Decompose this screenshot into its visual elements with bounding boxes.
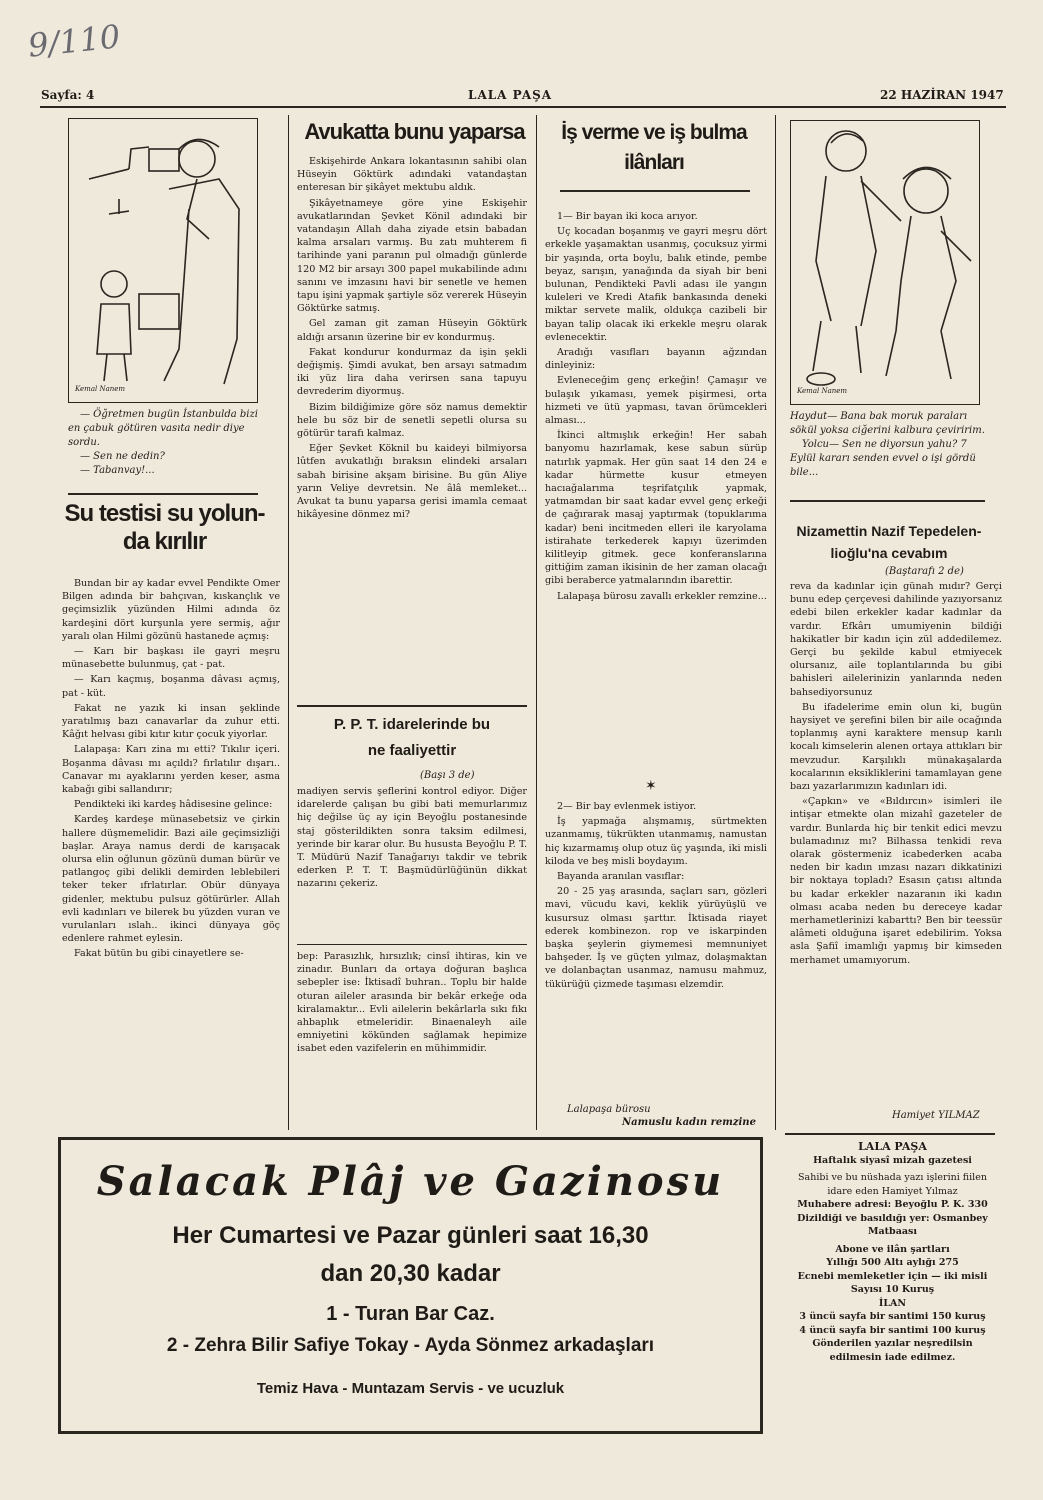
nizamettin-subtitle: (Baştarafı 2 de) [885, 566, 964, 577]
paragraph: Aradığı vasıfları bayanın ağzından dinleyiniz: [545, 347, 767, 372]
imprint-box [785, 1140, 1000, 1364]
paragraph: Uç kocadan boşanmış ve gayri meşru dört erkekle yaşamaktan usanmış, çocuksuz yirmi bir yaşında, orta boylu, balık etinde, pembe beyaz, sarışın, yanağında da siyah bir beni bulunan, Pendikteki Pavli adası ile yangın kuleleri ve Kredi Atafik bankasında deneki miktar servete malik, oldukça cazibeli bir bayan talip olacak iki erkekle meşru olarak evlenecektir. [545, 226, 767, 343]
imprint-ilan: 3 üncü sayfa bir santimi 150 kuruş [799, 1311, 986, 1322]
imprint-note: Gönderilen yazılar neşredilsin edilmesin iade edilmez. [812, 1338, 973, 1363]
handwritten-note: 9/110 [26, 17, 122, 65]
masthead: LALA PAŞA [468, 88, 553, 102]
ptt-subtitle: (Başı 3 de) [420, 770, 475, 781]
paragraph: — Karı kaçmış, boşanma dâvası açmış, pat - küt. [62, 674, 280, 699]
page-number: Sayfa: 4 [41, 88, 95, 102]
paragraph: 2— Bir bay evlenmek istiyor. [557, 801, 697, 812]
paragraph: Bu ifadelerime emin olun ki, bugün haysiyet ve şerefini bilen bir aile ocağında toplanmış ayni karaktere mensup karılı kocalı kimselerin alenen ortaya attıkları bir mevzudur. Karşılıklı münakaşalarda kocalarının eksikliklerini tamamlayan gene bazı yazarlarımızın kadınları idi. [790, 701, 1002, 793]
paragraph: 20 - 25 yaş arasında, saçları sarı, gözleri mavi, vücudu kavi, keklik yürüyüşlü ve kusursuz olması şarttır. İktisada riayet ederek kombinezon. rop ve iskarpinden başka şeylerin giymemesi memnuniyet bahşeder. İş ve güçten yılmaz, dolaşmaktan ve dolanbaçtan usanmaz, namusu mahmuz, tükürüğü çizmede taşıması elzemdir. [545, 886, 767, 990]
paragraph: Bundan bir ay kadar evvel Pendikte Omer Bilgen adında bir bahçıvan, kıskançlık ve geçimsizlik yüzünden Hilmi adında öz kardeşini dört kurşunla yere sermiş, ağır yaralı olan Hilmi gözünü hastanede açmış: [62, 578, 280, 642]
col-rule [536, 115, 537, 1130]
su-testisi-title-line: da kırılır [122, 528, 207, 555]
header-rule [40, 106, 1006, 108]
paragraph: 1— Bir bayan iki koca arıyor. [557, 211, 698, 222]
advert-title: Salacak Plâj ve Gazinosu [96, 1158, 725, 1205]
cartoon-left-caption-line: — Sen ne dedin? [80, 451, 165, 462]
paragraph: madiyen servis şeflerini kontrol ediyor. Diğer idarelerde çalışan bu gibi bati memurlarımız hiç değilse üç ay için Beyoğlu postanesinde staj gösterildikten sonra taksim edilmesi, yerinde bir karar olur. Bu hususta Beyoğlu P. T. T. Müdürü Nazif Tanağarıyı takdir ve tebrik ederken P. T. T. Başmüdürlüğünün dikkat nazarını çekeriz. [297, 786, 527, 890]
su-testisi-title-line: Su testisi su yolun- [64, 500, 265, 527]
imprint-foreign: Ecnebi memleketler için — iki misli [797, 1270, 988, 1282]
imprint-printer: Dizildiği ve basıldığı yer: Osmanbey Matbaası [797, 1212, 988, 1237]
is-verme-title-line: ilânları [624, 151, 684, 174]
paragraph: Lalapaşa bürosu zavallı erkekler remzine... [557, 590, 767, 602]
advert-item: 2 - Zehra Bilir Safiye Tokay - Ayda Sönmez arkadaşları [166, 1335, 655, 1356]
cartoon-right-caption-line: Yolcu— Sen ne diyorsun yahu? 7 Eylül kararı senden evvel o işi gördü bile... [790, 439, 976, 478]
ptt-title [297, 712, 527, 764]
advert-box [58, 1137, 763, 1434]
ptt-title-line: P. P. T. idarelerinde bu [333, 716, 491, 733]
cartoon-right-drawing [791, 121, 978, 403]
imprint-title: LALA PAŞA [858, 1140, 927, 1153]
su-testisi-body [62, 577, 280, 1122]
issue-date: 22 HAZİRAN 1947 [880, 88, 1004, 102]
nizamettin-body [790, 580, 1002, 1108]
is-verme-sign-1: Lalapaşa bürosu [567, 1104, 651, 1115]
paragraph: bep: Parasızlık, hırsızlık; cinsî ihtiras, kin ve zinadır. Bunları da ortaya doğuran başlıca sebepler ise: İktisadî buhran.. Toplu bir halde oturan aileler arasında bir bekâr erkeğe oda kiralamaktır... Evli ailelerin bekârlarla sıkı fıkı ahbaplık etmeleridir. Binaenaleyh aile emniyetini kökünden sağlamak hepimize isabet eden vazifelerin en mühimmidir. [297, 951, 527, 1055]
avukatta-body [297, 155, 527, 700]
section-star: ✶ [645, 778, 657, 794]
paragraph: Şikâyetnameye göre yine Eskişehir avukatlarından Şevket Könil adındaki bir vatandaşın Allah daha ziyade etsin babadan kalma arsaları varmış. Bu zatı muhterem fi tarihinde yani paranın pul olmadığı günlerde 120 M2 bir arsayı 300 papel mukabilinde adını sanını ve imzasını havi bir senetle ve hemen tapu işini yapmak şartiyle söz vererek Hüseyin Göktürke satmış. [297, 197, 527, 315]
paragraph: Fakat bütün bu gibi cinayetlere se- [74, 948, 244, 960]
su-testisi-title [62, 500, 267, 556]
imprint-owner: Sahibi ve bu nüshada yazı işlerini fiilen idare eden Hamiyet Yılmaz [798, 1172, 987, 1197]
cartoon-left [68, 118, 258, 403]
advert-item: 1 - Turan Bar Caz. [326, 1303, 495, 1325]
cartoon-right-signature: Kemal Nanem [797, 387, 848, 395]
paragraph: Eğer Şevket Köknil bu kaideyi bilmiyorsa lûtfen avukatlığı bıraksın elindeki arsaları sabah birisine akşam birisine. Bu gün Aliye yarın Veliye devretsin. Ne âlâ memleket... Avukat ta bunu yaparsa gerisi imamla cemaat hikâyesine dönmez mi? [297, 443, 527, 521]
paragraph: Evleneceğim genç erkeğin! Çamaşır ve bulaşık yıkaması, yemek pişirmesi, orta hizmeti ve ütü yapması, tavan örümcekleri alması... [545, 375, 767, 427]
paragraph: «Çapkın» ve «Bıldırcın» isimleri ile intişar etmekte olan mizahî gazeteler de vardır. Bunlarda hiç bir tenkit edici mevzu bulamadınız mı? Bilhassa tenkidi reva olarak göstermeniz icabederken acaba neden bir kadın ımzası nazarı dikkatinizi bir noktaya topladı? Esasın çatısı altında bu kadar erkekler nazaranın iki kadın olması acaba neden bu dereceye kadar merhametlerinizi kabarttı? Ben bir teessür alâmeti olduğuna işaret edebilirim. Yoksa asla Şafiî imamlığı yapmış bir kimseden merhamet umamıyorum. [790, 796, 1002, 966]
paragraph: Kardeş kardeşe münasebetsiz ve çirkin hallere düşmemelidir. Bazi aile geçimsizliği başlar. Araya namus derdi de karışacak olursa elin oğlunun gözünü duman bürür ve patlangoç gibi delikli demirden leblebileri teker teker ıfrlatırlar. Obür dünyaya gidenler, mektubu pulsuz götürürler. Allah evli kadınları ve bilerek bu yüzden vuran ve vurulanları ıslah.. ikinci dünyaya göç edenlere rahmet eylesin. [62, 814, 280, 945]
is-verme-sign-2: Namuslu kadın remzine [622, 1117, 756, 1128]
paragraph: — Karı bir başkası ile gayri meşru münasebette bulunmuş, çat - pat. [62, 646, 280, 671]
cartoon-left-drawing [69, 119, 256, 401]
paragraph: Bayanda aranılan vasıflar: [557, 871, 685, 883]
cartoon-left-signature: Kemal Nanem [75, 385, 126, 393]
nizamettin-title-line: lioğlu'na cevabım [830, 545, 948, 561]
cartoon-left-caption-line: — Tabanvay!... [80, 465, 155, 476]
cartoon-left-caption-line: — Öğretmen bugün İstanbulda bizi en çabuk götüren vasıta nedir diye sordu. [68, 409, 258, 448]
col2-divider-2 [297, 944, 527, 945]
is-verme-body-2 [545, 800, 767, 1100]
advert-time: dan 20,30 kadar [320, 1260, 501, 1287]
paragraph: İş yapmağa alışmamış, sürtmekten uzanmamış, tükrükten utanmamış, namustan hiç kızarmamış olup otuz üç yaşında, iki misli kiloda ve beş misli boydayım. [545, 816, 767, 867]
paragraph: Pendikteki iki kardeş hâdisesine gelince: [74, 799, 273, 811]
ptt-title-line: ne faaliyettir [367, 742, 457, 759]
imprint-subtitle: Haftalık siyasî mizah gazetesi [813, 1154, 972, 1166]
advert-footer: Temiz Hava - Muntazam Servis - ve ucuzluk [256, 1380, 565, 1397]
paragraph: Lalapaşa: Karı zina mı etti? Tıkılır içeri. Boşanma dâvası mı açıldı? fırlatılır dışarı.. Canavar mı ayaklarını yerden keser, asma kabağı gibi sallandırır; [62, 744, 280, 796]
col1-divider [68, 493, 258, 495]
imprint-terms-title: Abone ve ilân şartları [835, 1243, 950, 1255]
cartoon-right-caption-line: Haydut— Bana bak moruk paraları sökül yoksa ciğerini kalbura çeviririm. [790, 411, 985, 436]
col4-divider [790, 500, 985, 502]
col-rule [288, 115, 289, 1130]
imprint-rule [785, 1133, 995, 1135]
nizamettin-title [784, 520, 994, 564]
is-verme-title [540, 118, 768, 178]
is-verme-body-1 [545, 210, 767, 775]
paragraph: Fakat ne yazık ki insan şeklinde yaratılmış bazı canavarlar da zuhur etti. Kâğıt helvası gibi kıtır kıtır çocuk yiyorlar. [62, 702, 280, 741]
cartoon-right [790, 120, 980, 405]
paragraph: Bizim bildiğimize göre söz namus demektir hele bu söz bir de senetli sepetli olursa su götürür tarafı kalmaz. [297, 401, 527, 440]
col-rule [775, 115, 776, 1130]
paragraph: Gel zaman git zaman Hüseyin Göktürk aldığı arsanın üzerine bir ev kondurmuş. [297, 318, 527, 343]
is-verme-title-line: İş verme ve iş bulma [561, 121, 747, 144]
col2-divider [297, 705, 527, 707]
ptt-body [297, 785, 527, 945]
avukatta-title: Avukatta bunu yaparsa [304, 119, 525, 144]
imprint-ilan: 4 üncü sayfa bir santimi 100 kuruş [799, 1324, 986, 1336]
cartoon-left-caption [68, 408, 258, 478]
nizamettin-signature: Hamiyet YILMAZ [892, 1110, 980, 1121]
imprint-ilan-title: İLAN [878, 1297, 907, 1309]
su-testisi-continuation [297, 950, 527, 1120]
imprint-price: Sayısı 10 Kuruş [850, 1284, 935, 1295]
cartoon-right-caption [790, 410, 985, 480]
imprint-yearly: Yıllığı 500 Altı aylığı 275 [826, 1257, 959, 1268]
paragraph: İkinci altmışlık erkeğin! Her sabah banyomu hazırlamak, kese sabun sürüp natırlık yapmak. Her gün saat 14 den 24 e kadar hürmette kusur etmeyen hacıağalarıma teşrifatçılık yapmak, yatmamdan bir saat kadar evvel genç erkeği de çağırarak masaj yaptırmak (topuklarıma kadar) beni incitmeden elleri ile karyolama istirahate terkederek kapıyı üzerimden kilitleyip gitmek. gece konferanslarına gittiğim zaman ikisinin de her zaman olacağı gibi beraberce yatmalarındın ibarettir. [545, 430, 767, 587]
imprint-address: Muhabere adresi: Beyoğlu P. K. 330 [797, 1199, 988, 1210]
paragraph: Eskişehirde Ankara lokantasının sahibi olan Hüseyin Göktürk adındaki vatandaştan enteresan bir şikâyet mektubu aldık. [297, 156, 527, 194]
paragraph: reva da kadınlar için günah mıdır? Gerçi bunu edep çerçevesi dahilinde yazıyorsanız edebi bilen erkekler kadar kadınlar da vardır. Efkârı umumiyenin bildiği hakikatler bir kadın için zül addedilemez. Gerçi bu şekilde kabul etmiyecek olursanız, aile toplantılarında bu gibi bahisleri ailelerinizin yanlarında neden bahsediyorsunuz [790, 581, 1002, 698]
advert-schedule: Her Cumartesi ve Pazar günleri saat 16,30 [172, 1222, 649, 1249]
col3-divider [560, 190, 750, 192]
nizamettin-title-line: Nizamettin Nazif Tepedelen- [796, 523, 982, 539]
paragraph: Fakat kondurur kondurmaz da işin şekli değişmiş. Şimdi avukat, ben arsayı satmadım iki yüz lira daha verirsen sana tapuyu devrederim diyormuş. [297, 346, 527, 398]
